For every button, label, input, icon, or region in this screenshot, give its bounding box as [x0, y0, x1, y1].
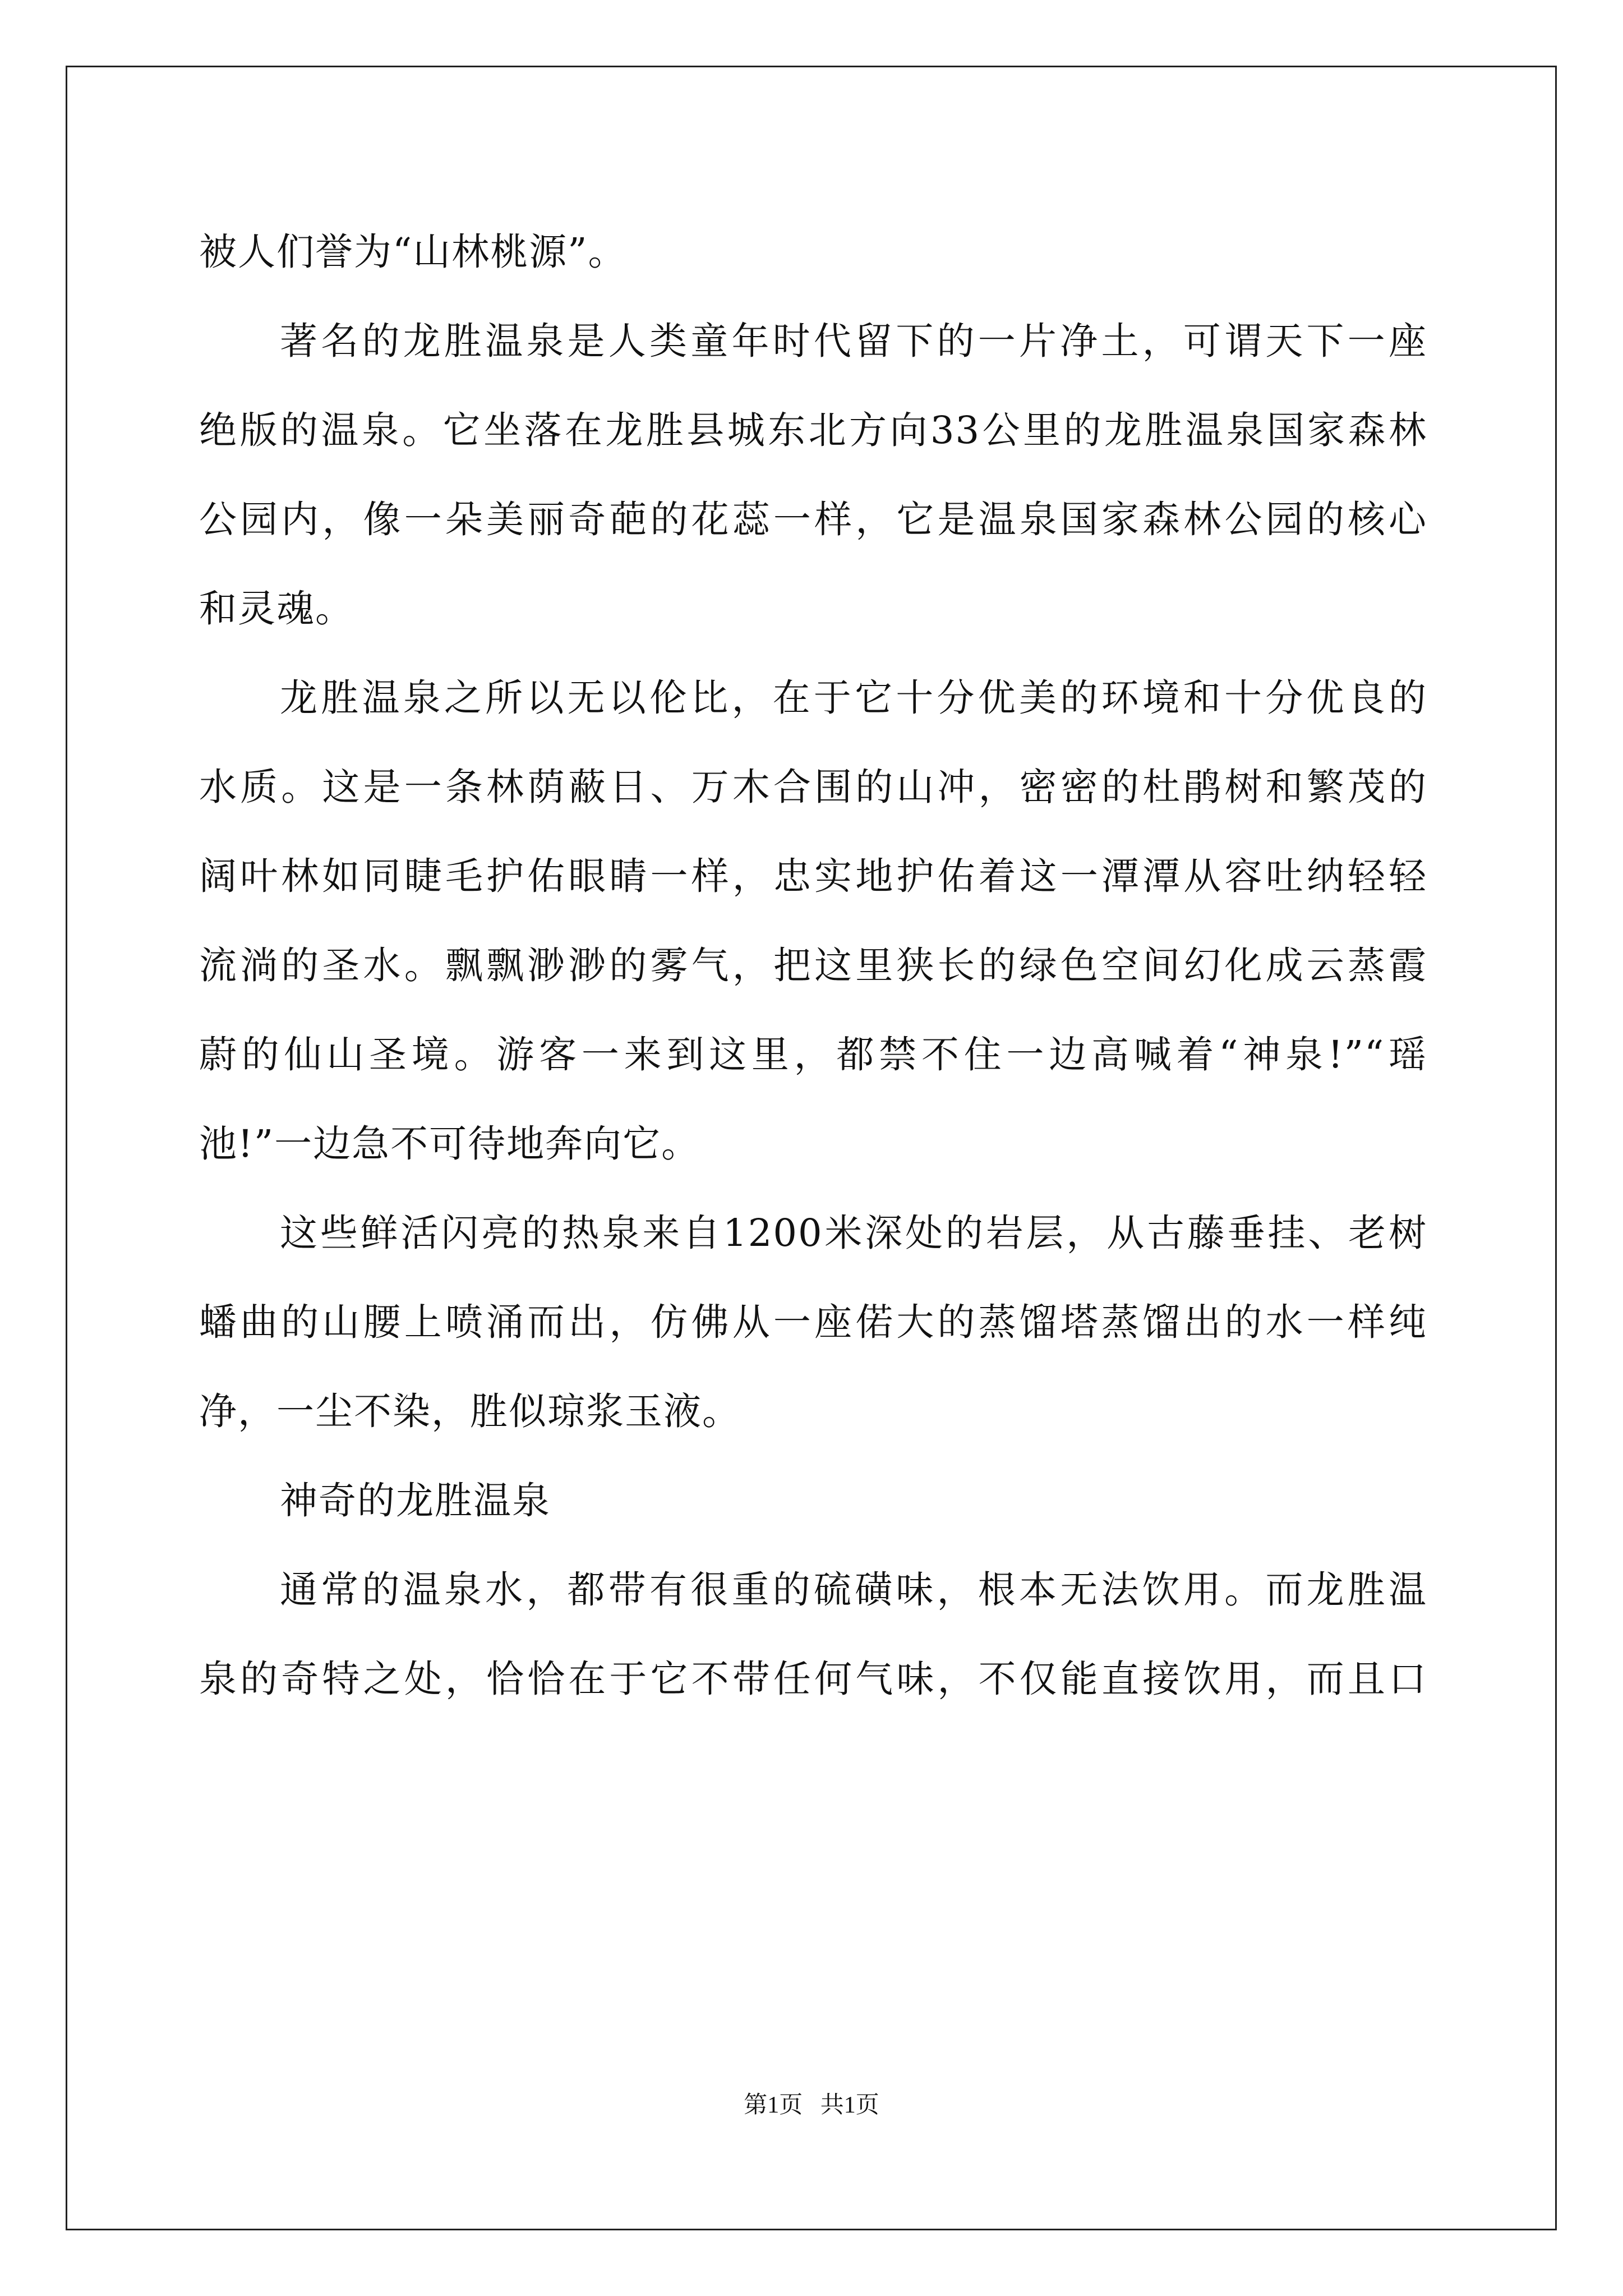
text-line: 这些鲜活闪亮的热泉来自1200米深处的岩层，从古藤垂挂、老树 — [280, 1211, 1427, 1255]
text-line: 绝版的温泉。它坐落在龙胜县城东北方向33公里的龙胜温泉国家森林 — [199, 408, 1427, 452]
text-line: 著名的龙胜温泉是人类童年时代留下的一片净土，可谓天下一座 — [280, 319, 1427, 363]
text-line: 阔叶林如同睫毛护佑眼睛一样，忠实地护佑着这一潭潭从容吐纳轻轻 — [199, 854, 1427, 898]
document-body — [199, 208, 1427, 1724]
text-line: 流淌的圣水。飘飘渺渺的雾气，把这里狭长的绿色空间幻化成云蒸霞 — [199, 944, 1427, 987]
section-heading: 神奇的龙胜温泉 — [280, 1479, 551, 1522]
text-line: 蟠曲的山腰上喷涌而出，仿佛从一座偌大的蒸馏塔蒸馏出的水一样纯 — [199, 1300, 1427, 1344]
text-line: 被人们誉为“山林桃源”。 — [199, 230, 627, 274]
text-line: 龙胜温泉之所以无以伦比，在于它十分优美的环境和十分优良的 — [280, 676, 1427, 720]
text-line: 泉的奇特之处，恰恰在于它不带任何气味，不仅能直接饮用，而且口 — [199, 1657, 1427, 1701]
text-line: 通常的温泉水，都带有很重的硫磺味，根本无法饮用。而龙胜温 — [280, 1568, 1427, 1612]
text-line: 水质。这是一条林荫蔽日、万木合围的山冲，密密的杜鹃树和繁茂的 — [199, 765, 1427, 809]
text-line: 公园内，像一朵美丽奇葩的花蕊一样，它是温泉国家森林公园的核心 — [199, 498, 1427, 541]
page-number: 第1页 共1页 — [744, 2092, 879, 2118]
text-line: 和灵魂。 — [199, 587, 354, 631]
text-line: 池!”一边急不可待地奔向它。 — [199, 1122, 700, 1166]
text-line: 净，一尘不染，胜似琼浆玉液。 — [199, 1389, 741, 1433]
text-line: 蔚的仙山圣境。游客一来到这里，都禁不住一边高喊着“神泉!”“瑶 — [199, 1033, 1427, 1076]
page-footer — [0, 2091, 1623, 2119]
